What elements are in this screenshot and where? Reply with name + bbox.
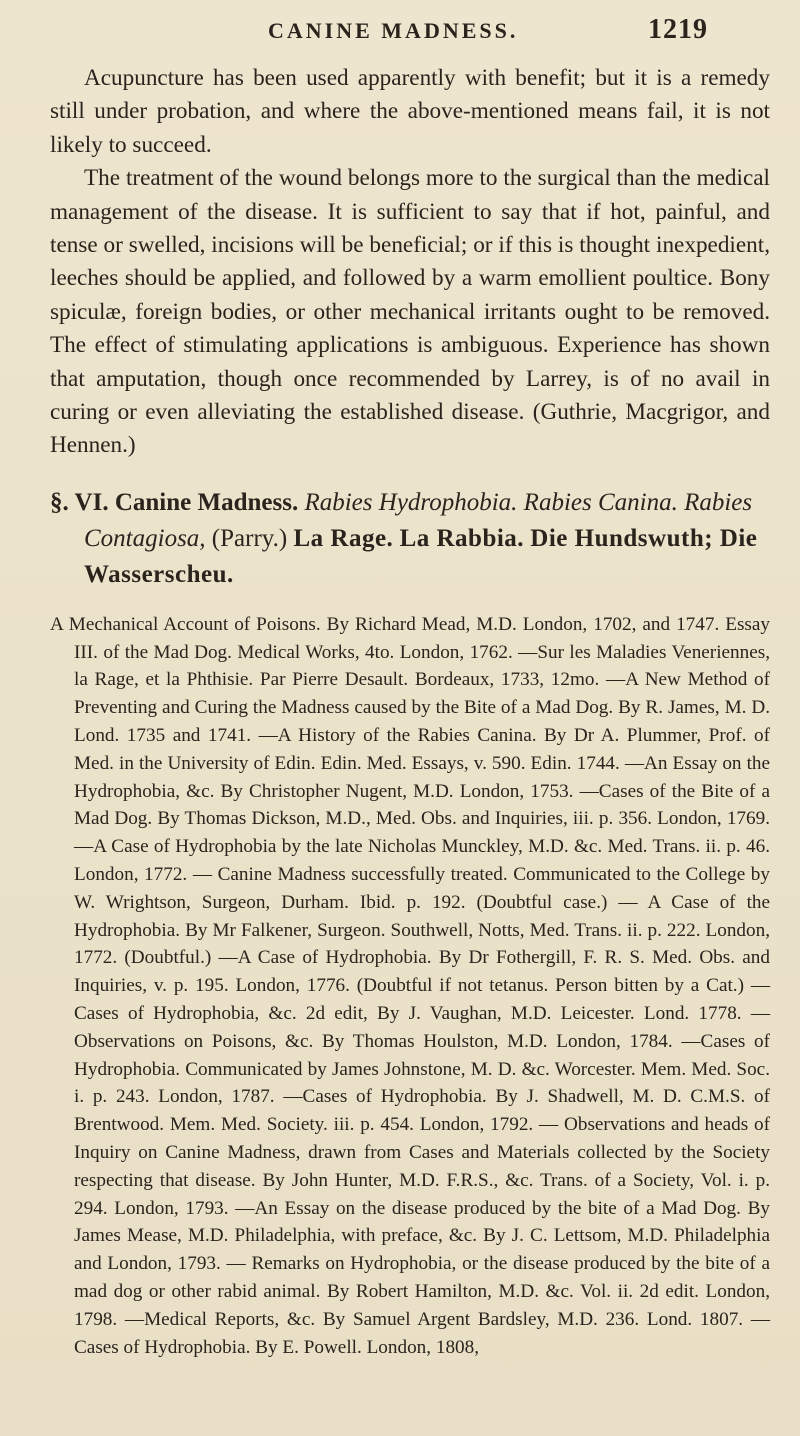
bibliography-entry: — A Case of the Hydrophobia. By Mr Falkener, Surgeon. Southwell, Notts, Med. Trans. ii. p. 222. London, 1772. (Doubtful.): [74, 891, 771, 969]
section-french-name: La Rage.: [293, 524, 394, 552]
bibliography-entry: — Canine Madness successfully treated. Communicated to the College by W. Wrightson, Surgeon, Durham. Ibid. p. 192. (Doubtful case.): [74, 864, 770, 913]
section-latin-rabies-hydrophobia: Rabies Hydrophobia.: [304, 488, 518, 516]
bibliography-entry: —Cases of Hydrophobia, &c. 2d edit, By J. Vaughan, M.D. Leicester. Lond. 1778.: [74, 975, 771, 1025]
bibliography-entry: —A History of the Rabies Canina. By Dr A. Plummer, Prof. of Med. in the University of Edin. Edin. Med. Essays, v. 590. Edin. 1744.: [74, 725, 770, 774]
section-title: Canine Madness.: [114, 488, 299, 516]
bibliography-entry: A Mechanical Account of Poisons. By Richard Mead, M.D. London, 1702, and 1747. Essay III. of the Mad Dog. Medical Works, 4to. London, 1762.: [50, 613, 770, 663]
section-attribution: (Parry.): [211, 524, 288, 552]
body-text: [50, 62, 770, 1361]
running-head: [0, 8, 800, 52]
bibliography-paragraph: [50, 611, 770, 1362]
bibliography-entry: — Remarks on Hydrophobia, or the disease produced by the bite of a mad dog or other rabid animal. By Robert Hamilton, M.D. &c. Vol. ii. 2d edit. London, 1798.: [74, 1253, 770, 1330]
bibliography-entry: —A Case of Hydrophobia by the late Nicholas Munckley, M.D. &c. Med. Trans. ii. p. 46. London, 1772.: [74, 836, 770, 886]
paragraph-treatment-of-wound: The treatment of the wound belongs more to the surgical than the medical management of the disease. It is sufficient to say that if hot, painful, and tense or swelled, incisions will be beneficial; or if this is thought inexpedient, leeches should be applied, and followed by a warm emollient poultice. Bony spiculæ, foreign bodies, or other mechanical irritants ought to be removed. The effect of stimulating applications is ambiguous. Experience has shown that amputation, though once recommended by Larrey, is of no avail in curing or even alleviating the established disease. (Guthrie, Macgrigor, and Hennen.): [50, 165, 770, 459]
bibliography-entry: —Cases of Hydrophobia. By E. Powell. London, 1808,: [74, 1308, 771, 1358]
section-german-names: Die Hundswuth; Die Wasserscheu.: [84, 524, 758, 588]
bibliography-entry: —An Essay on the disease produced by the bite of a Mad Dog. By James Mease, M.D. Philadelphia, with preface, &c. By J. C. Lettsom, M.D. Philadelphia and London, 1793.: [74, 1197, 770, 1275]
bibliography-entry: —A New Method of Preventing and Curing the Madness caused by the Bite of a Mad Dog. By R. James, M. D. Lond. 1735 and 1741.: [74, 669, 770, 747]
bibliography-entry: —Sur les Maladies Veneriennes, la Rage, et la Phthisie. Par Pierre Desault. Bordeaux, 1733, 12mo.: [74, 641, 771, 691]
bibliography-entry: —Cases of Hydrophobia. By J. Shadwell, M. D. C.M.S. of Brentwood. Mem. Med. Society. iii. p. 454. London, 1792.: [74, 1086, 770, 1136]
page-number: 1219: [648, 14, 708, 45]
bibliography-entry: —Cases of Hydrophobia. Communicated by James Johnstone, M. D. &c. Worcester. Mem. Med. Soc. i. p. 243. London, 1787.: [74, 1030, 770, 1108]
running-head-title: CANINE MADNESS.: [268, 18, 519, 43]
bibliography-entry: —Cases of the Bite of a Mad Dog. By Thomas Dickson, M.D., Med. Obs. and Inquiries, iii. p. 356. London, 1769.: [74, 780, 770, 830]
bibliography-entry: —An Essay on the Hydrophobia, &c. By Christopher Nugent, M.D. London, 1753.: [74, 752, 771, 802]
bibliography-entry: —A Case of Hydrophobia. By Dr Fothergill, F. R. S. Med. Obs. and Inquiries, v. p. 195. London, 1776. (Doubtful if not tetanus. Person bitten by a Cat.): [74, 947, 770, 997]
bibliography-entry: —Observations on Poisons, &c. By Thomas Houlston, M.D. London, 1784.: [74, 1003, 770, 1052]
section-italian-name: La Rabbia.: [399, 524, 525, 552]
bibliography-entry: — Observations and heads of Inquiry on Canine Madness, drawn from Cases and Materials collected by the Society respecting that disease. By John Hunter, M.D. F.R.S., &c. Trans. of a Society, Vol. i. p. 294. London, 1793.: [74, 1114, 771, 1219]
paragraph-acupuncture: Acupuncture has been used apparently with benefit; but it is a remedy still under probation, and where the above-mentioned means fail, it is not likely to succeed.: [50, 65, 770, 158]
section-number: §. VI.: [50, 488, 109, 516]
section-latin-rabies-canina: Rabies Canina.: [523, 488, 678, 516]
section-latin-rabies-contagiosa: Rabies Contagiosa,: [84, 488, 753, 552]
section-heading: [50, 485, 770, 593]
bibliography-entry: —Medical Reports, &c. By Samuel Argent Bardsley, M.D. 236. Lond. 1807.: [124, 1308, 744, 1330]
